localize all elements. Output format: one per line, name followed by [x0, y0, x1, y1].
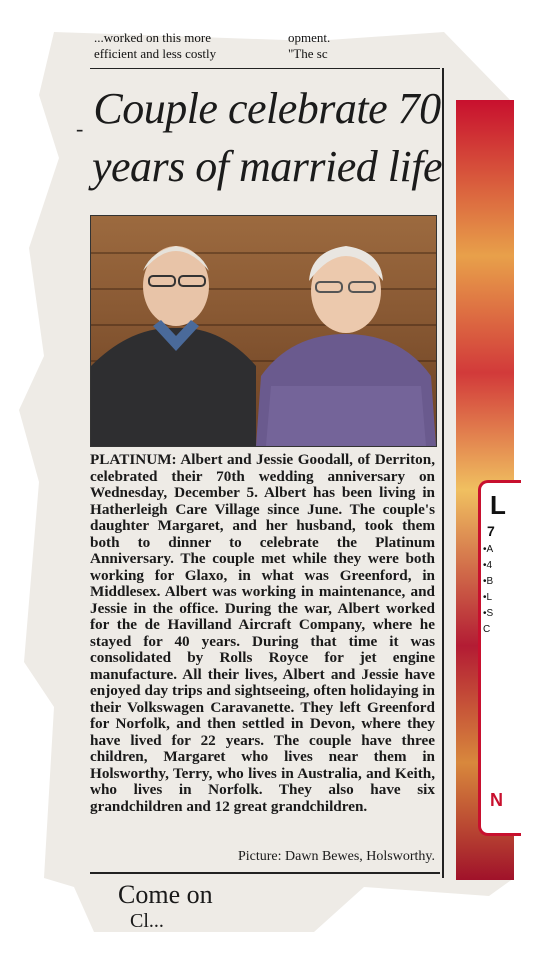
headline-marker: -: [76, 116, 84, 141]
top-rule: [90, 68, 440, 69]
couple-illustration: [91, 216, 436, 446]
side-advert-bottom: N: [490, 790, 503, 810]
bottom-rule: [90, 872, 440, 874]
top-fragment-right-line2: "The sc: [288, 46, 328, 61]
side-advert-bullet: •A: [483, 544, 494, 555]
couple-photo: [90, 215, 437, 447]
next-headline-fragment: Come on: [118, 880, 213, 909]
article-body: [90, 452, 435, 815]
top-fragment-left-line2: efficient and less costly: [94, 46, 217, 61]
picture-credit: Picture: Dawn Bewes, Holsworthy.: [237, 849, 435, 864]
side-advert-bullet: •4: [483, 560, 493, 571]
top-fragment-right-line1: opment.: [288, 30, 331, 45]
article-text: Albert and Jessie Goodall, of Derriton, celebrated their 70th wedding anniversary on Wednesday, December 5. Albert has been living in Hatherleigh Care Village since June. The couple's daughter Margaret, and her husband, took them both to dinner to celebrate the Platinum Anniversary. The couple met while they were both working for Glaxo, in what was Greenford, in Middlesex. Albert was working in maintenance, and Jessie in the office. During the war, Albert worked for the de Havilland Aircraft Company, where he stayed for 40 years. During that time it was consolidated by Rolls Royce for jet engine manufacture. All their lives, Albert and Jessie have enjoyed day trips and sightseeing, often holidaying in their Volkswagen Caravanette. They left Greenford for Norfolk, and then settled in Devon, where they have lived for 22 years. The couple have three children, Margaret who lives near them in Holsworthy, Terry, who lives in Australia, and Keith, who lives in Norfolk. They also have six grandchildren and 12 great grandchildren.: [90, 451, 435, 815]
top-fragment-left: [94, 30, 274, 62]
side-advert-box: [478, 480, 521, 836]
side-advert-bullet: •B: [483, 576, 494, 587]
side-advert-letter: L: [490, 490, 506, 520]
column-rule: [442, 68, 444, 878]
headline: Couple celebrate 70 years of married life: [92, 84, 443, 191]
top-fragment-right: [288, 30, 368, 62]
next-headline-fragment-2: Cl...: [130, 910, 164, 932]
top-fragment-left-line1: ...worked on this more: [94, 30, 211, 45]
article-lead: PLATINUM:: [90, 451, 177, 468]
side-advert-bullet: C: [483, 624, 491, 635]
side-advert-subletter: 7: [487, 523, 495, 539]
side-advert-bullet: •L: [483, 592, 493, 603]
side-advert-bullet: •S: [483, 608, 494, 619]
